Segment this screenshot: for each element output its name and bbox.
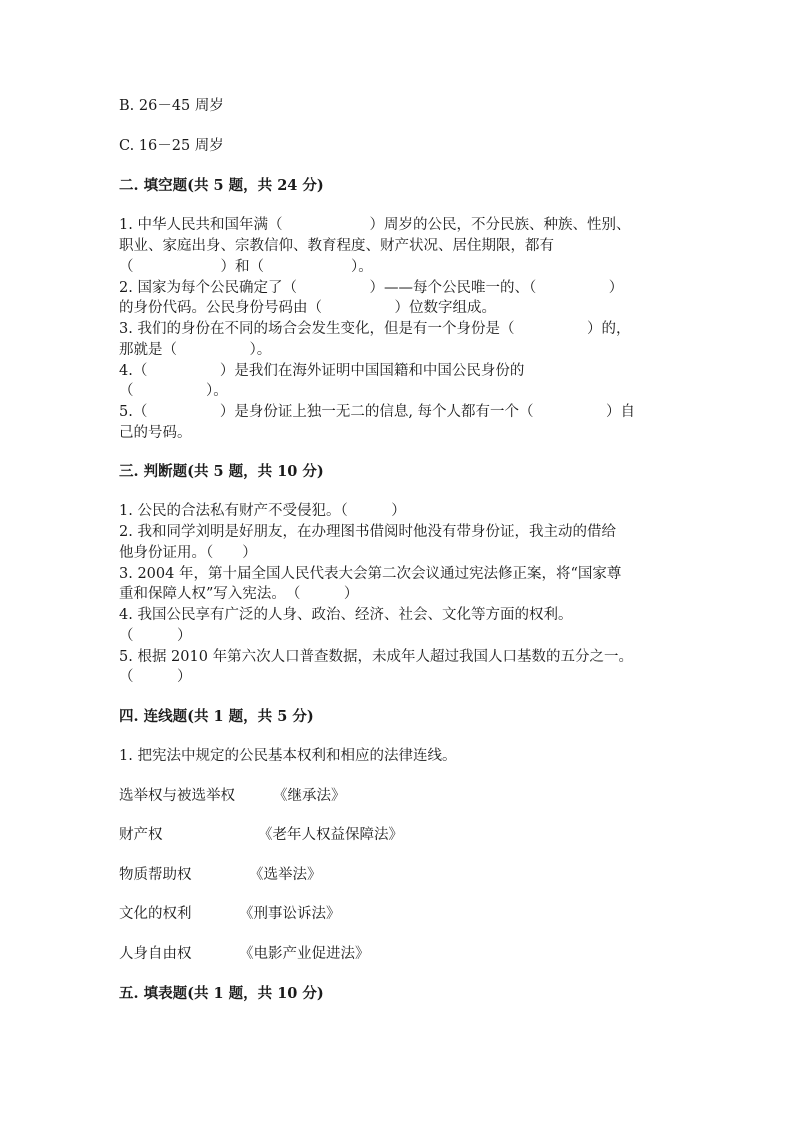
true-false-line: 重和保障人权”写入宪法。 （ ） [119, 586, 359, 602]
true-false-line: 1. 公民的合法私有财产不受侵犯。（ ） [119, 503, 406, 519]
true-false-line: （ ） [119, 669, 192, 685]
matching-right-item: 《刑事讼诉法》 [239, 906, 341, 922]
true-false-line: （ ） [119, 628, 192, 644]
fill-blank-line: 3. 我们的身份在不同的场合会发生变化，但是有一个身份是（ ）的， [119, 321, 631, 337]
matching-left-item: 选举权与被选举权 [119, 788, 235, 804]
true-false-line: 4. 我国公民享有广泛的人身、政治、经济、社会、文化等方面的权利。 [119, 607, 573, 623]
fill-blank-line: 的身份代码。公民身份号码由（ ）位数字组成。 [119, 300, 496, 316]
fill-blank-line: 4.（ ）是我们在海外证明中国国籍和中国公民身份的 [119, 363, 525, 379]
fill-blank-line: （ ）和（ ）。 [119, 259, 373, 275]
fill-blank-line: 己的号码。 [119, 425, 192, 441]
fill-blank-line: 职业、家庭出身、宗教信仰、教育程度、财产状况、居住期限，都有 [119, 238, 554, 254]
true-false-line: 他身份证用。（ ） [119, 545, 257, 561]
section-heading-true-false: 三. 判断题(共 5 题，共 10 分) [119, 463, 324, 480]
option-b: B. 26－45 周岁 [119, 98, 224, 114]
fill-blank-line: 2. 国家为每个公民确定了（ ）——每个公民唯一的、（ ） [119, 280, 624, 296]
matching-right-item: 《选举法》 [249, 867, 322, 883]
matching-left-item: 文化的权利 [119, 906, 192, 922]
matching-right-item: 《继承法》 [273, 788, 346, 804]
true-false-line: 3. 2004 年，第十届全国人民代表大会第二次会议通过宪法修正案，将“国家尊 [119, 566, 622, 582]
matching-question: 1. 把宪法中规定的公民基本权利和相应的法律连线。 [119, 748, 457, 764]
section-heading-fill-blank: 二. 填空题(共 5 题，共 24 分) [119, 177, 324, 194]
fill-blank-line: （ ）。 [119, 383, 228, 399]
matching-left-item: 人身自由权 [119, 946, 192, 962]
matching-left-item: 财产权 [119, 827, 163, 843]
matching-right-item: 《电影产业促进法》 [239, 946, 370, 962]
matching-left-item: 物质帮助权 [119, 867, 192, 883]
true-false-line: 2. 我和同学刘明是好朋友，在办理图书借阅时他没有带身份证，我主动的借给 [119, 524, 616, 540]
matching-right-item: 《老年人权益保障法》 [258, 827, 403, 843]
fill-blank-line: 1. 中华人民共和国年满（ ）周岁的公民，不分民族、种族、性别、 [119, 217, 631, 233]
fill-blank-line: 5.（ ）是身份证上独一无二的信息, 每个人都有一个（ ）自 [119, 404, 636, 420]
option-c: C. 16－25 周岁 [119, 138, 224, 154]
true-false-line: 5. 根据 2010 年第六次人口普查数据，未成年人超过我国人口基数的五分之一。 [119, 649, 634, 665]
fill-blank-line: 那就是（ ）。 [119, 342, 272, 358]
section-heading-matching: 四. 连线题(共 1 题，共 5 分) [119, 708, 314, 725]
section-heading-table: 五. 填表题(共 1 题，共 10 分) [119, 985, 324, 1002]
